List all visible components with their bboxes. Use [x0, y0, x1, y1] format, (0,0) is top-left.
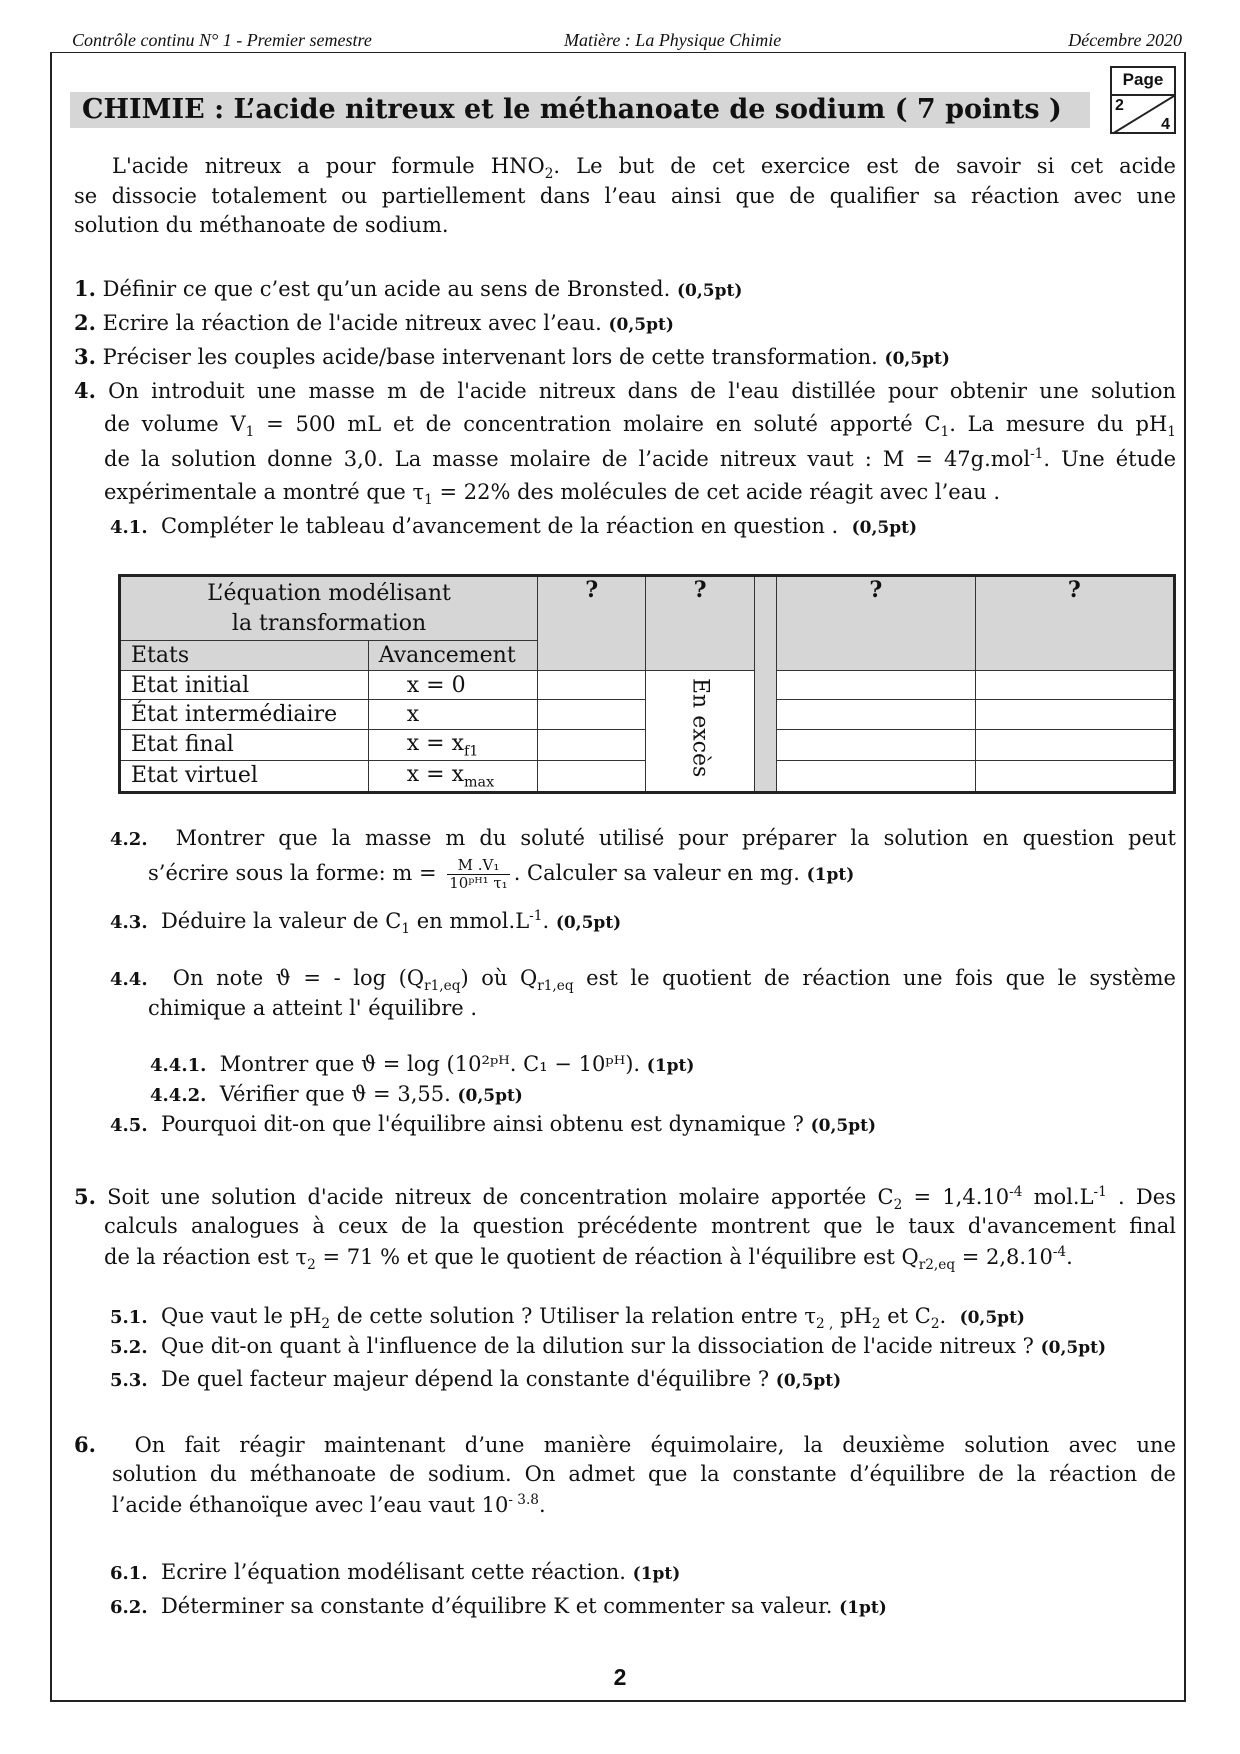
intro-line-2: se dissocie totalement ou partiellement dans l’eau ainsi que de qualifier sa réaction avec une	[74, 184, 1176, 208]
state-label: État intermédiaire	[120, 700, 369, 730]
intro-line-1: L'acide nitreux a pour formule $HNO_2$. Le but de cet exercice est de savoir si cet acide	[112, 154, 1176, 183]
empty-cell[interactable]	[538, 670, 646, 700]
question-4-2-line-1: 4.2. Montrer que la masse m du soluté utilisé pour préparer la solution en question peut	[110, 826, 1176, 850]
progress-value: x = 0	[368, 670, 537, 700]
equation-header: L’équation modélisant la transformation	[120, 576, 538, 641]
question-6-line-2: solution du méthanoate de sodium. On admet que la constante d’équilibre de la réaction de	[112, 1462, 1176, 1486]
question-4-4-line-2: chimique a atteint l' équilibre .	[148, 996, 478, 1020]
question-2: 2. Ecrire la réaction de l'acide nitreux avec l’eau. (0,5pt)	[74, 310, 674, 335]
question-4-2-line-2: s’écrire sous la forme: m = $\frac{\text{M .V₁}}{\text{10ᵖᴴ¹ τ₁}}$ . Calculer sa valeur en mg. (1pt)	[148, 856, 855, 892]
question-4-line-1: 4. On introduit une masse m de l'acide nitreux dans de l'eau distillée pour obtenir une solution	[74, 378, 1176, 403]
arrow-column	[754, 576, 777, 793]
empty-cell[interactable]	[975, 760, 1174, 792]
question-6-1: 6.1. Ecrire l’équation modélisant cette réaction. (1pt)	[110, 1560, 681, 1584]
question-5-3: 5.3. De quel facteur majeur dépend la constante d'équilibre ? (0,5pt)	[110, 1367, 842, 1391]
empty-cell[interactable]	[777, 700, 975, 730]
section-title: CHIMIE : L’acide nitreux et le méthanoate de sodium ( 7 points )	[82, 94, 1062, 125]
question-6-line-3: l’acide éthanoïque avec l’eau vaut $10^{- 3.8}$.	[112, 1492, 546, 1517]
empty-cell[interactable]	[777, 670, 975, 700]
species-1-header: ?	[538, 576, 646, 671]
question-5-1: 5.1. Que vaut le $pH_2$ de cette solution ? Utiliser la relation entre $\tau_{2 ,}$ $pH_2$ et $C_2$. (0,5pt)	[110, 1304, 1025, 1333]
question-4-line-3: de la solution donne 3,0. La masse molaire de l’acide nitreux vaut : M = 47g.mol$^{-1}$. Une étude	[104, 446, 1176, 471]
species-4-header: ?	[975, 576, 1174, 671]
empty-cell[interactable]	[538, 760, 646, 792]
empty-cell[interactable]	[975, 670, 1174, 700]
question-4-line-4: expérimentale a montré que $\tau_1 = 22\%$ des molécules de cet acide réagit avec l’eau .	[104, 480, 1001, 509]
header-right: Décembre 2020	[1068, 30, 1182, 50]
mass-formula-fraction: $\frac{\text{M .V₁}}{\text{10ᵖᴴ¹ τ₁}}$	[449, 856, 508, 892]
page-box	[1110, 66, 1176, 134]
question-4-4-1: 4.4.1. Montrer que ϑ = log (10²ᵖᴴ. C₁ − 10ᵖᴴ). (1pt)	[150, 1052, 695, 1076]
empty-cell[interactable]	[777, 729, 975, 760]
question-6-2: 6.2. Déterminer sa constante d’équilibre K et commenter sa valeur. (1pt)	[110, 1594, 887, 1618]
state-label: Etat initial	[120, 670, 369, 700]
question-4-1: 4.1. Compléter le tableau d’avancement de la réaction en question . (0,5pt)	[110, 514, 917, 538]
question-4-5: 4.5. Pourquoi dit-on que l'équilibre ainsi obtenu est dynamique ? (0,5pt)	[110, 1112, 876, 1136]
page-number: 2	[613, 1664, 627, 1690]
page-box-total: 4	[1161, 116, 1170, 133]
empty-cell[interactable]	[975, 700, 1174, 730]
progress-value: $x = x_{f1}$	[368, 729, 537, 760]
question-4-3: 4.3. Déduire la valeur de $C_1$ en $mmol.L^{-1}$. (0,5pt)	[110, 908, 622, 938]
state-label: Etat virtuel	[120, 760, 369, 792]
page-box-label: Page	[1122, 70, 1164, 89]
empty-cell[interactable]	[538, 700, 646, 730]
species-2-header: ?	[646, 576, 754, 671]
question-5-line-2: calculs analogues à ceux de la question précédente montrent que le taux d'avancement final	[104, 1214, 1176, 1238]
page-header	[72, 30, 1182, 52]
excess-cell	[646, 670, 754, 792]
question-1: 1. Définir ce que c’est qu’un acide au sens de Bronsted. (0,5pt)	[74, 276, 743, 301]
states-header: Etats	[120, 641, 369, 671]
empty-cell[interactable]	[538, 729, 646, 760]
question-5-line-3: de la réaction est $\tau_2 = 71$ % et que le quotient de réaction à l'équilibre est $Q_{r2,eq} = 2,8.10^{-4}$.	[104, 1244, 1073, 1274]
progress-value: $x = x_{max}$	[368, 760, 537, 792]
question-4-4-2: 4.4.2. Vérifier que ϑ = 3,55. (0,5pt)	[150, 1082, 523, 1106]
question-4-line-2: de volume $V_1 = 500$ mL et de concentration molaire en soluté apporté $C_1$. La mesure du $pH_1$	[104, 412, 1176, 441]
progress-value: x	[368, 700, 537, 730]
empty-cell[interactable]	[975, 729, 1174, 760]
excess-label: En excès	[687, 678, 713, 778]
question-6-line-1: 6. On fait réagir maintenant d’une manière équimolaire, la deuxième solution avec une	[74, 1432, 1176, 1457]
header-center: Matière : La Physique Chimie	[564, 30, 782, 50]
header-left: Contrôle continu N° 1 - Premier semestre	[72, 30, 372, 50]
empty-cell[interactable]	[777, 760, 975, 792]
progress-header: Avancement	[368, 641, 537, 671]
question-5-line-1: 5. Soit une solution d'acide nitreux de concentration molaire apportée $C_2 = 1,4.10^{-4}$ $mol.L^{-1}$ . Des	[74, 1184, 1176, 1214]
question-5-2: 5.2. Que dit-on quant à l'influence de la dilution sur la dissociation de l'acide nitreux ? (0,5pt)	[110, 1334, 1106, 1358]
advancement-table	[118, 574, 1176, 794]
page-box-current: 2	[1115, 97, 1124, 114]
state-label: Etat final	[120, 729, 369, 760]
question-3: 3. Préciser les couples acide/base intervenant lors de cette transformation. (0,5pt)	[74, 344, 950, 369]
question-4-4-line-1: 4.4. On note ϑ = - $\log (Q_{r1,eq})$ où $Q_{r1,eq}$ est le quotient de réaction une fois que le système	[110, 966, 1176, 995]
species-3-header: ?	[777, 576, 975, 671]
intro-line-3: solution du méthanoate de sodium.	[74, 213, 449, 237]
